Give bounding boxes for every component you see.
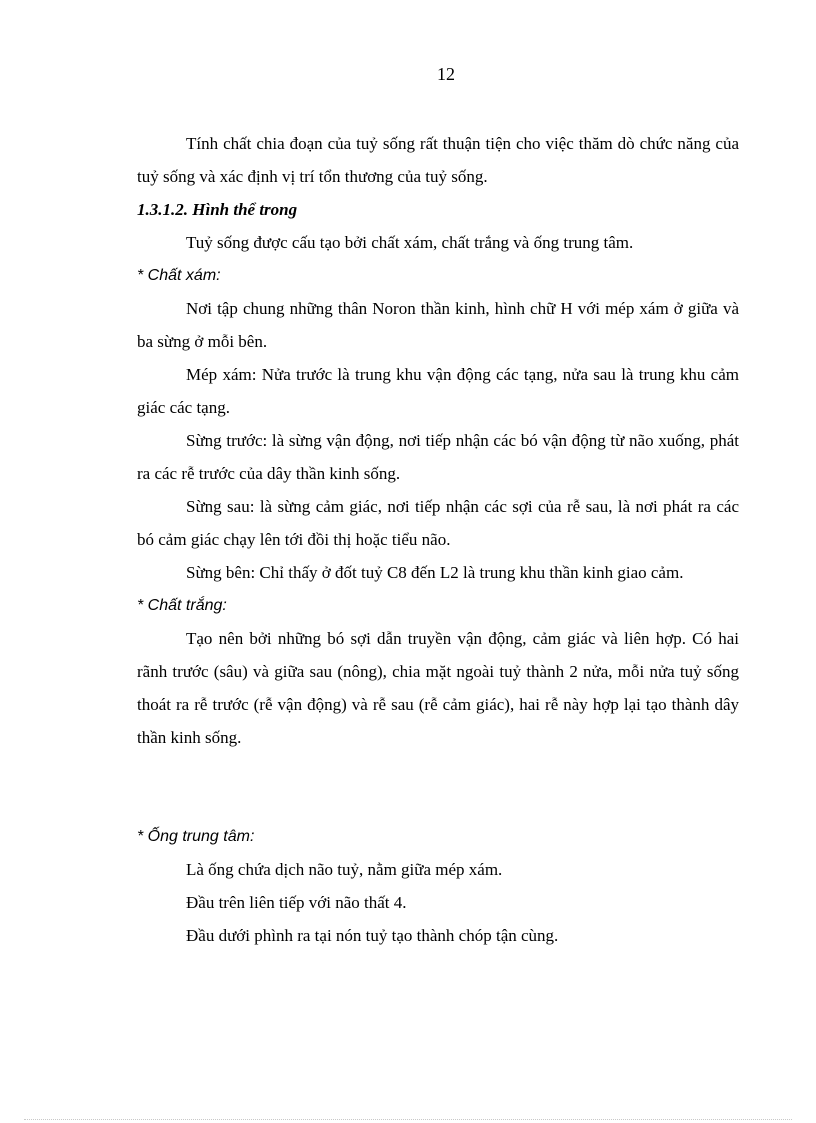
paragraph-anterior-horn: Sừng trước: là sừng vận động, nơi tiếp nhận các bó vận động từ não xuống, phát ra các rễ trước của dây thần kinh sống.: [137, 431, 739, 483]
page-number: 12: [437, 64, 455, 84]
paragraph-lower-end: Đầu dưới phình ra tại nón tuỷ tạo thành chóp tận cùng.: [186, 926, 559, 945]
page-bottom-rule: [24, 1119, 792, 1120]
label-white-matter: * Chất trắng:: [137, 597, 227, 614]
label-gray-matter: * Chất xám:: [137, 267, 221, 284]
paragraph-gray-commissure: Mép xám: Nửa trước là trung khu vận động các tạng, nửa sau là trung khu cảm giác các tạng.: [137, 365, 739, 417]
paragraph-gray-matter: Nơi tập chung những thân Noron thần kinh, hình chữ H với mép xám ở giữa và ba sừng ở mỗi bên.: [137, 299, 739, 351]
paragraph-composition: Tuỷ sống được cấu tạo bởi chất xám, chất trắng và ống trung tâm.: [186, 233, 634, 252]
paragraph-segmentation: Tính chất chia đoạn của tuỷ sống rất thuận tiện cho việc thăm dò chức năng của tuỷ sống và xác định vị trí tổn thương của tuỷ sống.: [137, 134, 739, 186]
blank-space: [137, 754, 739, 820]
document-body: [137, 127, 739, 952]
paragraph-central-canal: Là ống chứa dịch não tuỷ, nằm giữa mép xám.: [186, 860, 503, 879]
paragraph-upper-end: Đầu trên liên tiếp với não thất 4.: [186, 893, 407, 912]
section-heading: 1.3.1.2. Hình thể trong: [137, 200, 298, 219]
label-central-canal: * Ống trung tâm:: [137, 828, 255, 845]
paragraph-lateral-horn: Sừng bên: Chỉ thấy ở đốt tuỷ C8 đến L2 là trung khu thần kinh giao cảm.: [186, 563, 684, 582]
paragraph-white-matter: Tạo nên bởi những bó sợi dẫn truyền vận động, cảm giác và liên hợp. Có hai rãnh trước (sâu) và giữa sau (nông), chia mặt ngoài tuỷ thành 2 nửa, mỗi nửa tuỷ sống thoát ra rễ trước (rễ vận động) và rễ sau (rễ cảm giác), hai rễ này hợp lại tạo thành dây thần kinh sống.: [137, 629, 739, 747]
paragraph-posterior-horn: Sừng sau: là sừng cảm giác, nơi tiếp nhận các sợi của rễ sau, là nơi phát ra các bó cảm giác chạy lên tới đồi thị hoặc tiểu não.: [137, 497, 739, 549]
